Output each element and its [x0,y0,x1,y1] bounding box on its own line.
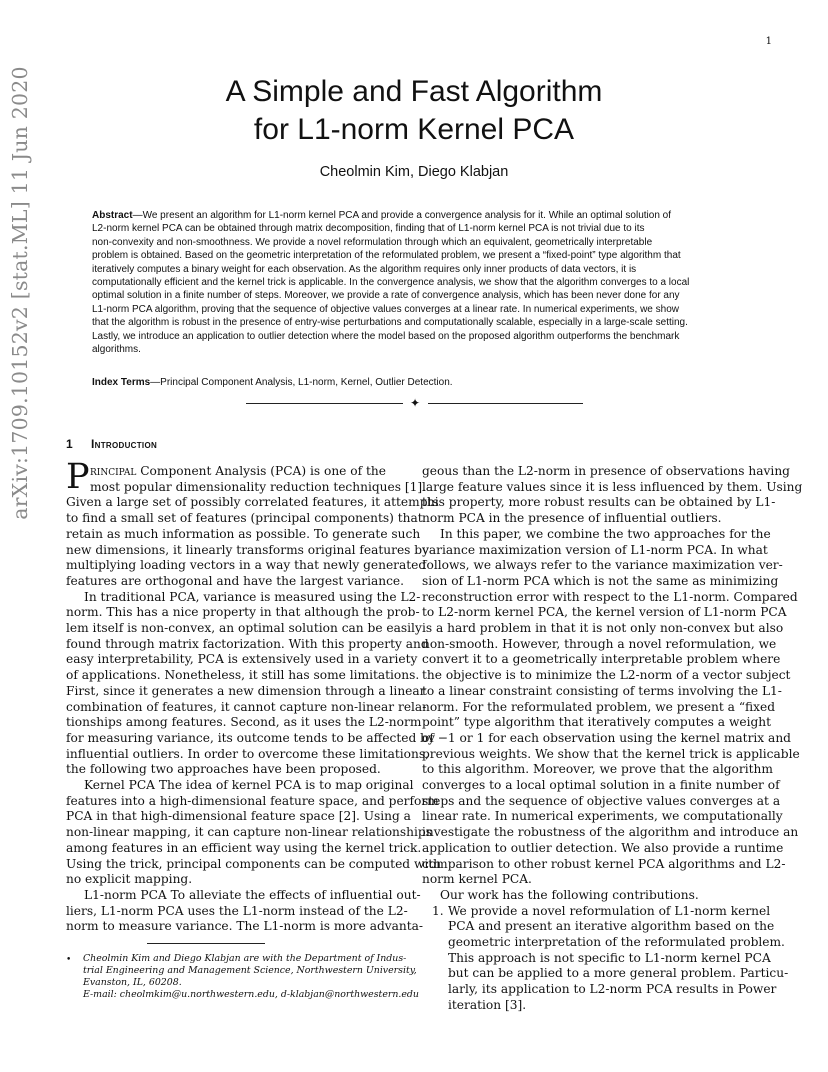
body-line: features into a high-dimensional feature space, and perform [66,793,439,808]
body-line: norm. This has a nice property in that although the prob- [66,605,420,620]
abstract-line: non-convexity and non-smoothness. We provide a novel reformulation through which an equivalent, geometrically interpretable [92,236,653,248]
body-line: non-linear mapping, it can capture non-linear relationships [66,825,432,840]
body-line: the following two approaches have been proposed. [66,762,381,777]
section-title: Introduction [91,437,158,451]
list-item-line: but can be applied to a more general problem. Particu- [448,966,789,981]
body-line: Given a large set of possibly correlated features, it attempts [66,495,439,510]
body-line: In traditional PCA, variance is measured using the L2- [84,589,421,604]
list-item-line: larly, its application to L2-norm PCA results in Power [448,982,777,997]
abstract-line: Lastly, we introduce an application to outlier detection where the model based on the proposed algorithm outperforms the benchmark [92,330,680,342]
footnote-line: E-mail: cheolmkim@u.northwestern.edu, d-klabjan@northwestern.edu [83,989,419,1000]
body-line: application to outlier detection. We also provide a runtime [422,840,784,855]
body-line: new dimensions, it linearly transforms original features by [66,542,429,557]
body-line: the objective is to minimize the L2-norm of a vector subject [422,668,791,683]
page-number: 1 [765,36,772,47]
abstract-line: computationally efficient and the kernel trick is applicable. In the convergence analysis, we show that the algorithm converges to a local [92,277,690,288]
body-line: most popular dimensionality reduction techniques [1]. [90,479,426,494]
body-line: Our work has the following contributions. [440,887,699,902]
body-line: of applications. Nonetheless, it still has some limitations. [66,668,420,683]
body-line: liers, L1-norm PCA uses the L1-norm instead of the L2- [66,903,408,918]
dropcap-line [66,457,90,497]
body-line: to find a small set of features (principal components) that [66,511,423,526]
body-line: reconstruction error with respect to the L1-norm. Compared [422,589,798,604]
abstract-line: Abstract—We present an algorithm for L1-norm kernel PCA and provide a convergence analysis for it. While an optimal solution of [92,210,671,221]
body-line: tionships among features. Second, as it uses the L2-norm [66,715,422,730]
body-line: for measuring variance, its outcome tends to be affected by [66,730,435,745]
abstract-line: L2-norm kernel PCA can be obtained through matrix decomposition, finding that of L1-norm kernel PCA is not trivial due to its [92,223,645,235]
body-line: large feature values since it is less influenced by them. Using [422,479,803,494]
list-item-line: iteration [3]. [448,997,527,1012]
paper-title-line-2: for L1-norm Kernel PCA [253,113,575,146]
body-line: influential outliers. In order to overcome these limitations, [66,746,429,761]
body-line: Kernel PCA The idea of kernel PCA is to map original [84,778,414,792]
body-line: point” type algorithm that iteratively computes a weight [422,715,772,730]
footnote-line: Cheolmin Kim and Diego Klabjan are with the Department of Indus- [83,953,407,964]
body-line: among features in an efficient way using the kernel trick. [66,840,422,855]
footnote-line: Evanston, IL, 60208. [83,977,182,988]
body-line: norm PCA in the presence of influential outliers. [422,511,722,526]
body-line: L1-norm PCA To alleviate the effects of influential out- [84,887,421,902]
body-line: converges to a local optimal solution in a finite number of [422,778,780,792]
paper-title-line-1: A Simple and Fast Algorithm [225,75,603,108]
separator-rule-right [428,403,583,404]
body-line: combination of features, it cannot capture non-linear rela- [66,699,427,714]
body-line: to a linear constraint consisting of terms involving the L1- [422,683,782,698]
list-item-line: PCA and present an iterative algorithm based on the [448,919,775,934]
index-terms-label: Index Terms [92,377,151,388]
body-line: geous than the L2-norm in presence of observations having [422,464,790,478]
abstract-line: that the algorithm is robust in the presence of entry-wise perturbations and computationally scalable, especially in a large-scale setting. [92,317,688,329]
body-line: to L2-norm kernel PCA, the kernel version of L1-norm PCA [422,605,787,620]
body-line: investigate the robustness of the algorithm and introduce an [422,825,799,840]
footnote-bullet: • [66,955,72,965]
body-line: retain as much information as possible. To generate such [66,526,421,541]
body-line: In this paper, we combine the two approaches for the [440,526,771,541]
separator-star-icon: ✦ [409,396,421,410]
body-line: features are orthogonal and have the largest variance. [66,573,405,588]
body-line: norm kernel PCA. [422,872,532,887]
body-line: steps and the sequence of objective values converges at a [422,793,781,808]
body-line: linear rate. In numerical experiments, we computationally [422,809,783,824]
body-line: previous weights. We show that the kernel trick is applicable [422,746,800,761]
footnote-rule [147,943,265,944]
body-line: comparison to other robust kernel PCA algorithms and L2- [422,856,786,871]
abstract-line: problem is obtained. Based on the geometric interpretation of the reformulated problem, we present a “fixed-point” type algorithm that [92,250,681,262]
body-line: sion of L1-norm PCA which is not the same as minimizing [422,573,779,588]
separator-rule-left [246,403,403,404]
abstract-line: algorithms. [92,344,141,355]
abstract-label: Abstract [92,210,133,221]
body-line: PCA in that high-dimensional feature space [2]. Using a [66,809,411,824]
body-line: rincipal Component Analysis (PCA) is one of the [90,464,386,478]
list-item-line: We provide a novel reformulation of L1-norm kernel [448,903,771,918]
body-line: First, since it generates a new dimension through a linear [66,683,426,698]
body-line: lem itself is non-convex, an optimal solution can be easily [66,621,422,635]
section-number: 1 [66,437,73,451]
body-line: no explicit mapping. [66,872,193,887]
authors: Cheolmin Kim, Diego Klabjan [319,164,509,180]
body-line: multiplying loading vectors in a way that newly generated [66,558,427,573]
list-item-number: 1. [432,903,444,918]
body-line: non-smooth. However, through a novel reformulation, we [422,636,777,651]
body-line: to this algorithm. Moreover, we prove that the algorithm [422,762,773,777]
list-item-line: This approach is not specific to L1-norm kernel PCA [448,950,771,965]
body-line: of −1 or 1 for each observation using the kernel matrix and [422,730,791,745]
body-line: convert it to a geometrically interpretable problem where [422,652,781,667]
index-terms: Index Terms—Principal Component Analysis, L1-norm, Kernel, Outlier Detection. [92,377,453,388]
body-line: variance maximization version of L1-norm PCA. In what [422,542,768,557]
body-line: norm to measure variance. The L1-norm is more advanta- [66,919,424,934]
body-line: norm. For the reformulated problem, we present a “fixed [422,699,776,714]
dropcap: P [66,457,90,497]
abstract-line: iteratively computes a binary weight for each observation. As the algorithm requires only inner products of data vectors, it is [92,263,637,275]
body-line: is a hard problem in that it is not only non-convex but also [422,621,784,635]
abstract-line: L1-norm PCA algorithm, proving that the sequence of objective values converges at a linear rate. In numerical experiments, we show [92,303,679,315]
abstract-line: optimal solution in a finite number of steps. Moreover, we provide a rate of convergence analysis, which has been never done for any [92,290,680,302]
body-line: found through matrix factorization. With this property and [66,636,429,651]
arxiv-identifier: arXiv:1709.10152v2 [stat.ML] 11 Jun 2020 [8,66,32,520]
list-item-line: geometric interpretation of the reformulated problem. [448,935,785,949]
footnote-line: trial Engineering and Management Science, Northwestern University, [83,965,417,976]
body-line: easy interpretability, PCA is extensively used in a variety [66,652,418,667]
body-line: follows, we always refer to the variance maximization ver- [422,558,783,573]
body-line: Using the trick, principal components can be computed with [66,856,442,871]
body-line: this property, more robust results can be obtained by L1- [422,495,776,510]
